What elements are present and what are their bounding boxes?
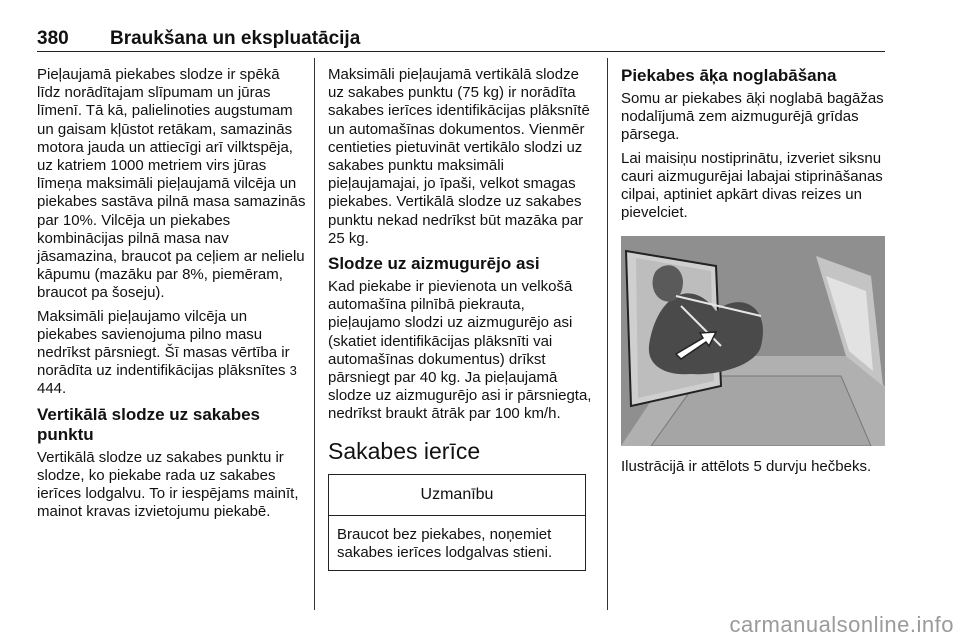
column-divider-1 [314,58,315,610]
watermark-text: carmanualsonline.info [729,612,954,637]
paragraph: Lai maisiņu nostiprinātu, izveriet siksnu cauri aizmugurējai labajai stiprināšanas cilpai, aptiniet apkārt divas reizes un pievelciet. [621,149,883,222]
page-number: 380 [37,28,69,49]
paragraph: Vertikālā slodze uz sakabes punktu ir slodze, ko piekabe rada uz sakabes ierīces lodgalvu. To ir iespējams mainīt, mainot kravas izvietojumu piekabē. [37,448,299,521]
figure-caption: Ilustrācijā ir attēlots 5 durvju hečbeks. [621,458,872,476]
column-divider-2 [607,58,608,610]
header-rule [37,51,885,52]
trunk-illustration [621,236,885,446]
warning-title: Uzmanību [329,475,585,516]
page-header [37,28,885,50]
section-heading: Slodze uz aizmugurējo asi [328,254,540,274]
paragraph: Kad piekabe ir pievienota un velkošā automašīna pilnībā piekrauta, pieļaujamo slodzi uz aizmugurējo asi (skatiet identifikācijas plāksnīti vai automašīnas dokumentus) drīkst pārsniegt par 40 kg. Ja pieļaujamā slodze uz aizmugurējo asi ir pārsniegta, nedrīkst braukt ātrāk par 100 km/h. [328,278,592,423]
page-title: Braukšana un ekspluatācija [110,28,361,49]
warning-text: Braucot bez piekabes, noņemiet sakabes ierīces lodgalvas stieni. [337,525,553,561]
paragraph: Maksimāli pieļaujamā vertikālā slodze uz sakabes punktu (75 kg) ir norādīta sakabes ierīces identifikācijas plāksnītē un automašīnas dokumentos. Vienmēr centieties pietuvināt vertikālo slodzi uz sakabes punktu maksimāli pieļaujamajai, jo īpaši, velkot smagas piekabes. Vertikālā slodze uz sakabes punktu nekad nedrīkst būt mazāka par 25 kg. [328,66,590,247]
section-heading: Piekabes āķa noglabāšana [621,66,837,85]
page-reference-link[interactable]: 444. [37,380,67,398]
paragraph: Pieļaujamā piekabes slodze ir spēkā līdz norādītajam slīpumam un jūras līmenī. Tā kā, palielinoties augstumam un gaisam kļūstot retākam, samazinās motora jauda un attiecīgi arī vilktspēja, uz katriem 1000 metriem virs jūras līmeņa maksimāli pieļaujamā vilcēja un piekabes sastāva pilnā masa samazinās par 10%. Vilcēja un piekabes kombinācijas pilnā masa nav jāsamazina, braucot pa ceļiem ar nelielu kāpumu (mazāku par 8%, piemēram, braucot pa šoseju). [37,66,306,302]
chapter-heading: Sakabes ierīce [328,437,481,464]
column-2 [328,66,596,571]
column-1 [37,66,307,526]
trunk-drawing-icon [621,236,885,446]
warning-box [328,474,586,571]
paragraph: Maksimāli pieļaujamo vilcēja un piekabes savienojuma pilno masu nedrīkst pārsniegt. Šī masas vērtība ir norādīta uz indentifikācijas plāksnītes 3 444. [37,307,297,398]
section-heading: Vertikālā slodze uz sakabes punktu [37,404,261,444]
reference-arrow-icon: 3 [289,363,297,379]
paragraph: Somu ar piekabes āķi noglabā bagāžas nodalījumā zem aizmugurējā grīdas pārsega. [621,90,884,144]
column-3 [621,66,887,482]
